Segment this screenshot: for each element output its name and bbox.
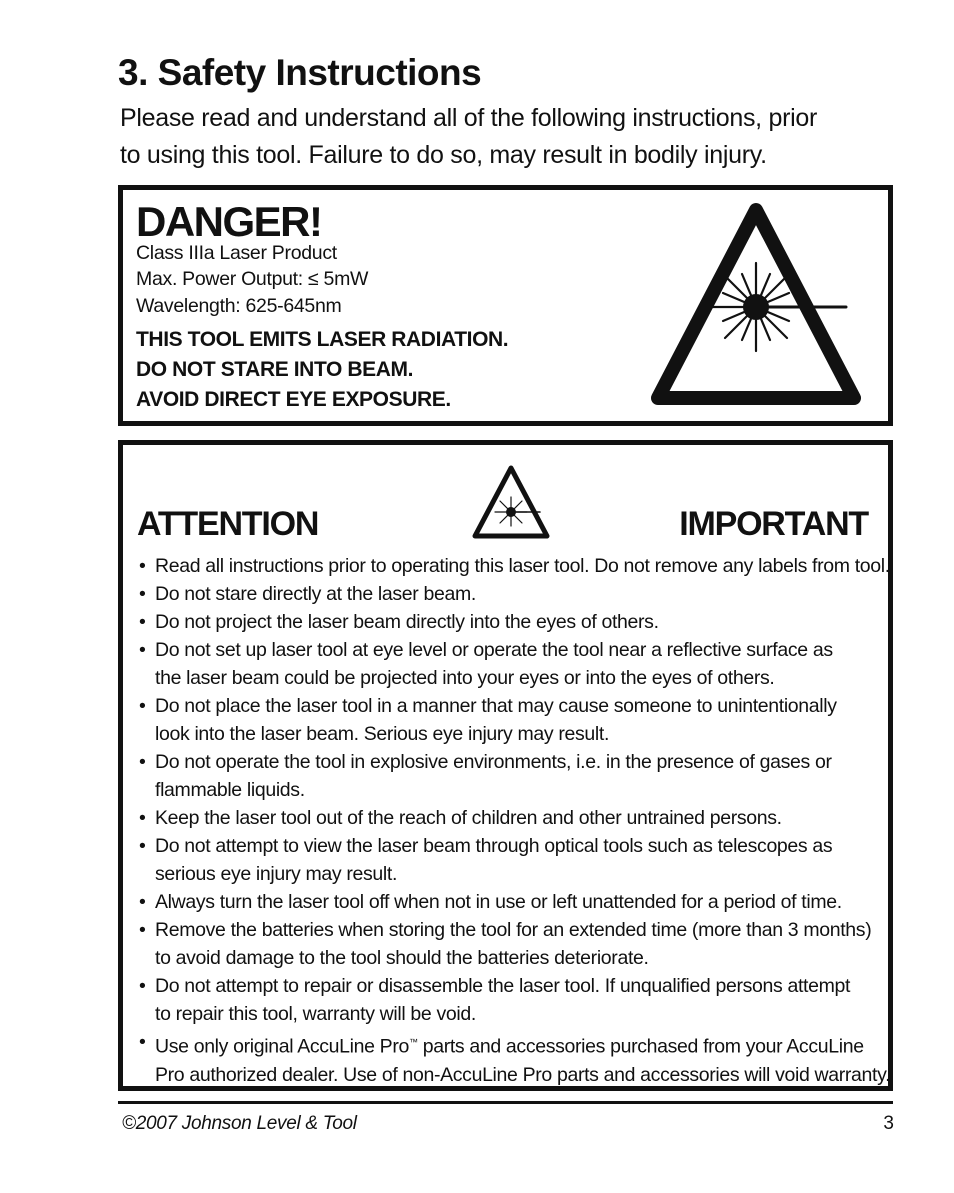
danger-panel [118, 185, 893, 426]
list-item: • Do not attempt to view the laser beam through optical tools such as telescopes as serious eye injury may result. [139, 835, 833, 885]
important-label: IMPORTANT [679, 505, 868, 543]
spec-power: Max. Power Output: ≤ 5mW [136, 268, 369, 290]
attention-label: ATTENTION [137, 505, 319, 543]
spec-class: Class IIIa Laser Product [136, 242, 337, 264]
laser-warning-icon [470, 464, 552, 542]
list-item: • Do not set up laser tool at eye level or operate the tool near a reflective surface as the laser beam could be projected into your eyes or into the eyes of others. [139, 639, 833, 689]
safety-bullet-list [139, 552, 891, 1089]
page-number: 3 [883, 1113, 894, 1134]
intro-line: to using this tool. Failure to do so, may result in bodily injury. [120, 141, 767, 169]
list-item: • Always turn the laser tool off when not in use or left unattended for a period of time. [139, 891, 842, 913]
list-item: • Do not stare directly at the laser beam. [139, 583, 476, 605]
list-item: • Read all instructions prior to operating this laser tool. Do not remove any labels from tool. [139, 555, 890, 577]
warning-line: DO NOT STARE INTO BEAM. [136, 358, 414, 381]
page-title: 3. Safety Instructions [118, 52, 482, 93]
list-item: • Do not attempt to repair or disassemble the laser tool. If unqualified persons attempt to repair this tool, warranty will be void. [139, 975, 851, 1025]
list-item: • Do not operate the tool in explosive environments, i.e. in the presence of gases or flammable liquids. [139, 751, 832, 801]
warning-line: THIS TOOL EMITS LASER RADIATION. [136, 328, 509, 351]
spec-wavelength: Wavelength: 625-645nm [136, 295, 342, 317]
intro-line: Please read and understand all of the following instructions, prior [120, 104, 817, 132]
list-item: • Remove the batteries when storing the tool for an extended time (more than 3 months) to avoid damage to the tool should the batteries deteriorate. [139, 919, 872, 969]
warning-line: AVOID DIRECT EYE EXPOSURE. [136, 388, 451, 411]
list-item: • Keep the laser tool out of the reach of children and other untrained persons. [139, 807, 782, 829]
footer-divider [118, 1101, 893, 1104]
danger-heading: DANGER! [136, 198, 322, 245]
attention-panel [118, 440, 893, 1091]
copyright-text: ©2007 Johnson Level & Tool [122, 1113, 357, 1134]
list-item: • Use only original AccuLine Pro™ parts and accessories purchased from your AccuLine Pro authorized dealer. Use of non-AccuLine Pro parts and accessories will void warranty. [139, 1031, 891, 1086]
laser-warning-icon [650, 202, 862, 410]
list-item: • Do not project the laser beam directly into the eyes of others. [139, 611, 659, 633]
intro-text [120, 100, 900, 174]
list-item: • Do not place the laser tool in a manner that may cause someone to unintentionally look into the laser beam. Serious eye injury may result. [139, 695, 837, 745]
trademark-mark: ™ [408, 1037, 418, 1047]
